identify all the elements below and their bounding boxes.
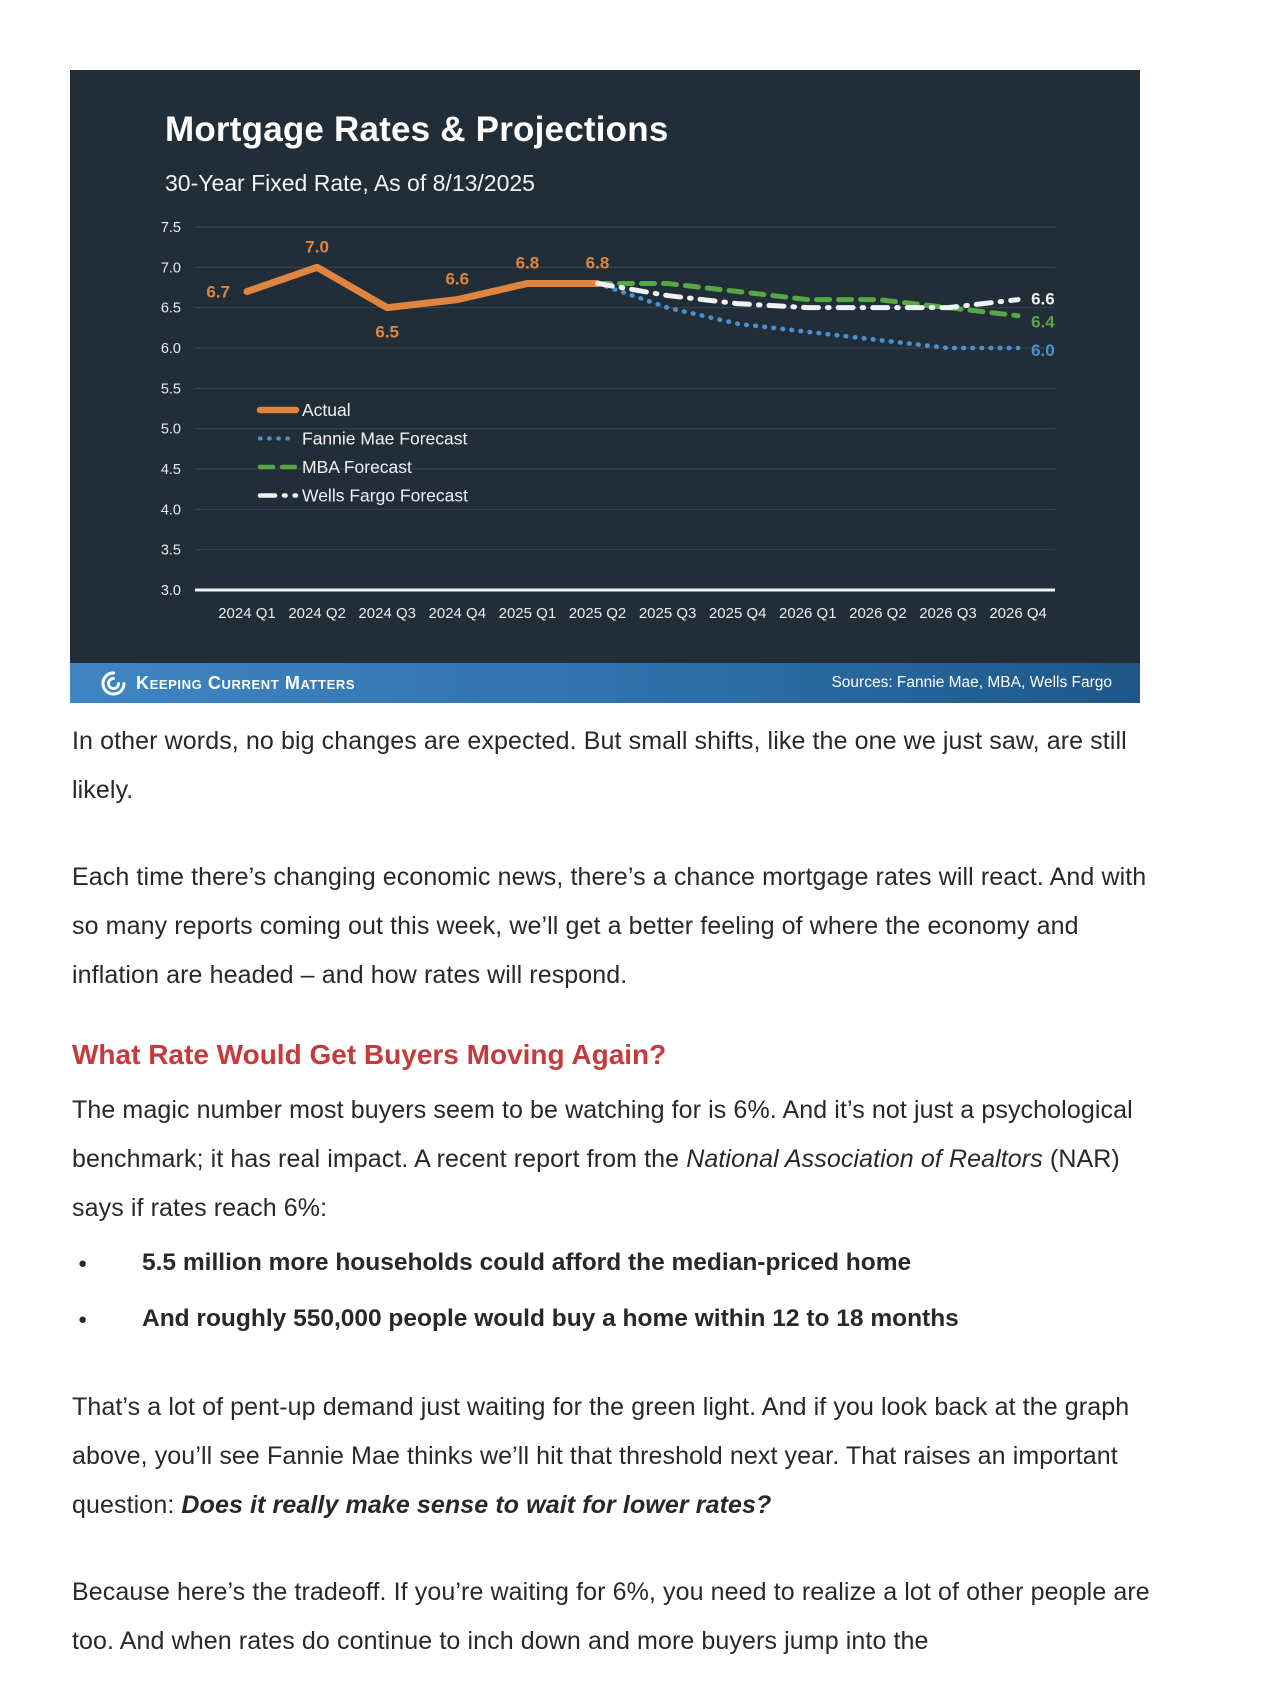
series-end-label: 6.6 bbox=[1031, 289, 1055, 309]
chart-title: Mortgage Rates & Projections bbox=[165, 110, 669, 149]
data-point-label: 6.8 bbox=[515, 253, 540, 273]
chart-sources: Sources: Fannie Mae, MBA, Wells Fargo bbox=[831, 674, 1112, 691]
series-line-fannie-mae-forecast bbox=[598, 283, 1019, 348]
chart-footer-bar bbox=[70, 663, 1140, 703]
x-tick-label: 2026 Q2 bbox=[849, 605, 907, 622]
y-tick-label: 4.5 bbox=[160, 462, 181, 478]
x-tick-label: 2026 Q4 bbox=[989, 605, 1047, 622]
data-point-label: 6.8 bbox=[585, 253, 610, 273]
x-tick-label: 2026 Q3 bbox=[919, 605, 977, 622]
bullet-item: ● 5.5 million more households could afford the median-priced home bbox=[72, 1239, 1164, 1287]
section-heading: What Rate Would Get Buyers Moving Again? bbox=[72, 1039, 667, 1070]
paragraph-4: That’s a lot of pent-up demand just waiting for the green light. And if you look back at the graph above, you’ll see Fannie Mae thinks we’ll hit that threshold next year. That raises an important question: Does it really make sense to wait for lower rates? bbox=[72, 1393, 1130, 1519]
x-tick-label: 2025 Q3 bbox=[638, 605, 697, 622]
article-body bbox=[72, 717, 1164, 1704]
y-tick-label: 7.0 bbox=[160, 260, 181, 277]
x-tick-label: 2025 Q2 bbox=[568, 605, 627, 622]
brand-name: Keeping Current Matters bbox=[136, 672, 356, 693]
x-tick-label: 2024 Q3 bbox=[358, 605, 416, 622]
y-tick-label: 3.5 bbox=[160, 542, 181, 559]
series-end-label: 6.0 bbox=[1031, 341, 1055, 360]
rate-chart-svg bbox=[70, 70, 1140, 703]
data-point-label: 7.0 bbox=[305, 237, 329, 257]
data-point-label: 6.5 bbox=[375, 322, 400, 342]
legend-label: Fannie Mae Forecast bbox=[302, 428, 468, 449]
paragraph-3: The magic number most buyers seem to be watching for is 6%. And it’s not just a psychological benchmark; it has real impact. A recent report from the National Association of Realtors (NAR) says if rates reach 6%: bbox=[72, 1096, 1133, 1222]
x-tick-label: 2025 Q1 bbox=[498, 605, 557, 622]
y-tick-label: 4.0 bbox=[160, 502, 181, 519]
y-tick-label: 3.0 bbox=[160, 583, 181, 599]
y-tick-label: 7.5 bbox=[160, 220, 181, 236]
y-tick-label: 5.5 bbox=[160, 381, 181, 398]
series-line-actual bbox=[247, 267, 598, 307]
x-tick-label: 2026 Q1 bbox=[779, 605, 837, 622]
series-line-mba-forecast bbox=[598, 283, 1019, 315]
y-tick-label: 6.5 bbox=[160, 300, 181, 317]
legend-label: Wells Fargo Forecast bbox=[302, 485, 468, 506]
legend-label: Actual bbox=[302, 400, 351, 420]
x-tick-label: 2024 Q4 bbox=[428, 605, 487, 622]
kcm-swirl-icon bbox=[100, 670, 127, 697]
data-point-label: 6.7 bbox=[206, 282, 230, 302]
y-tick-label: 6.0 bbox=[160, 341, 181, 357]
bullet-item: ● And roughly 550,000 people would buy a home within 12 to 18 months bbox=[72, 1295, 1164, 1343]
series-line-wells-fargo-forecast bbox=[598, 283, 1019, 307]
bullet-list bbox=[72, 1239, 1164, 1343]
y-tick-label: 5.0 bbox=[160, 421, 181, 438]
x-tick-label: 2024 Q2 bbox=[288, 605, 346, 622]
x-tick-label: 2024 Q1 bbox=[218, 605, 276, 622]
mortgage-rates-chart-card bbox=[70, 70, 1140, 703]
data-point-label: 6.6 bbox=[445, 269, 470, 289]
paragraph-2: Each time there’s changing economic news, there’s a chance mortgage rates will react. And with so many reports coming out this week, we’ll get a better feeling of where the economy and inflation are headed – and how rates will respond. bbox=[72, 863, 1147, 989]
x-tick-label: 2025 Q4 bbox=[708, 605, 767, 622]
paragraph-1: In other words, no big changes are expected. But small shifts, like the one we just saw, are still likely. bbox=[72, 727, 1127, 804]
series-end-label: 6.4 bbox=[1031, 312, 1055, 332]
legend-label: MBA Forecast bbox=[302, 457, 412, 477]
chart-subtitle: 30-Year Fixed Rate, As of 8/13/2025 bbox=[165, 170, 535, 196]
brand-logo bbox=[100, 670, 355, 697]
paragraph-5: Because here’s the tradeoff. If you’re waiting for 6%, you need to realize a lot of other people are too. And when rates do continue to inch down and more buyers jump into the bbox=[72, 1578, 1150, 1655]
